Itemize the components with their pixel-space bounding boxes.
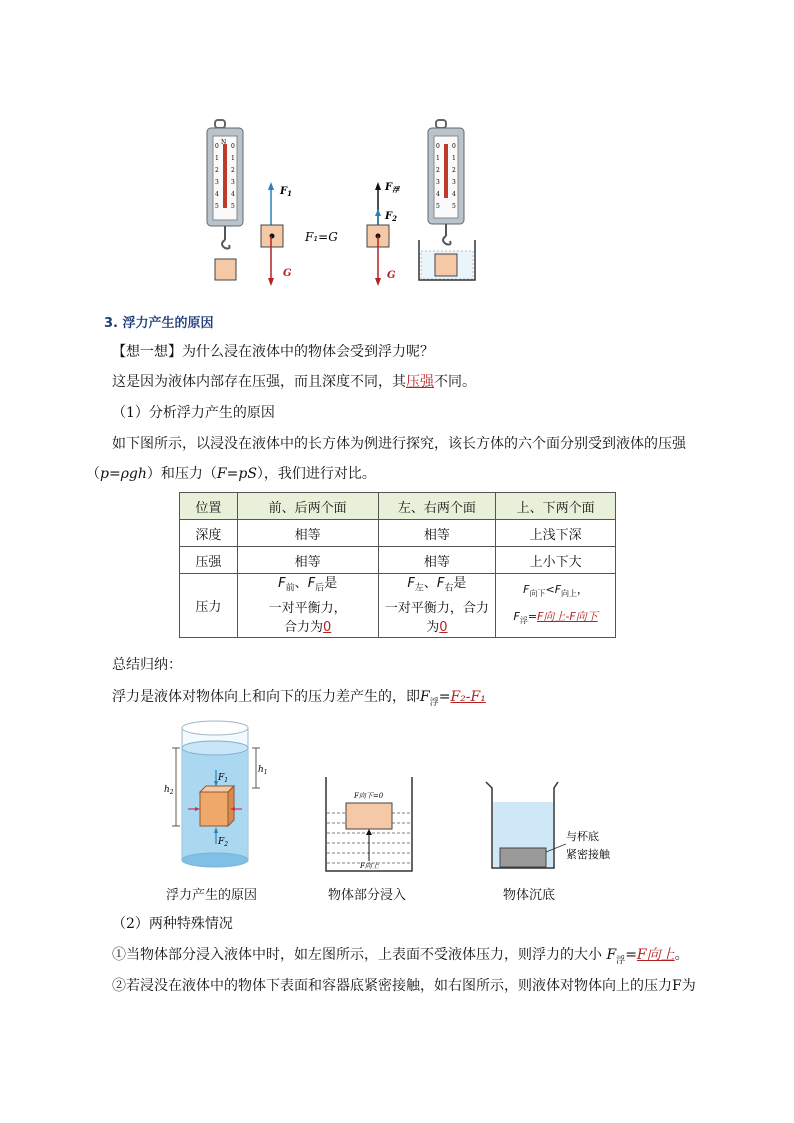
spring-scale-left	[207, 120, 243, 280]
scale-tick-label: 5	[231, 203, 235, 210]
table-cell: 相等	[378, 520, 496, 547]
scale-tick-label: 1	[436, 155, 440, 162]
table-row	[180, 574, 616, 638]
table-row	[180, 520, 616, 547]
svg-text:F向下=0: F向下=0	[354, 792, 384, 800]
svg-text:与杯底: 与杯底	[566, 830, 599, 843]
scale-tick-label: 0	[215, 143, 219, 150]
table-row	[180, 547, 616, 574]
svg-text:F1: $F_1$	[218, 773, 229, 784]
table-cell: $F_前$、$F_后$是 一对平衡力， 合力为0	[237, 574, 378, 638]
svg-text:F向上: F向上	[360, 862, 379, 870]
svg-text:N: N	[221, 139, 227, 146]
scale-tick-label: 1	[215, 155, 219, 162]
answer-zero-fb: 0	[323, 619, 332, 635]
scale-tick-label: 0	[231, 143, 235, 150]
scale-tick-label: 0	[452, 143, 456, 150]
table-header-cell: 上、下两个面	[496, 493, 616, 520]
scale-tick-label: 3	[231, 179, 235, 186]
scale-tick-label: 5	[215, 203, 219, 210]
scale-tick-label: 4	[436, 191, 440, 198]
scale-tick-label: 4	[231, 191, 235, 198]
figure-caption-2: 物体部分浸入	[328, 888, 407, 903]
svg-text:F1: $F_1$	[280, 186, 292, 198]
scale-tick-label: 1	[452, 155, 456, 162]
table-cell: 相等	[237, 547, 378, 574]
partial-immersion-figure	[322, 775, 416, 875]
svg-text:紧密接触: 紧密接触	[566, 848, 610, 861]
cylinder-figure	[160, 720, 270, 870]
section-heading: 3. 浮力产生的原因	[104, 316, 214, 331]
svg-text:h1: $h_1$	[258, 765, 268, 776]
table-cell: 深度	[180, 520, 238, 547]
paragraph-line-2: （p=ρgh）和压力（F=pS），我们进行对比。	[86, 466, 376, 482]
answer-zero-lr: 0	[439, 619, 448, 635]
think-line: 【想一想】为什么浸在液体中的物体会受到浮力呢？	[112, 344, 434, 360]
answer-case-1: F向上	[636, 947, 675, 963]
svg-text:F2: $F_2$	[218, 837, 229, 848]
scale-tick-label: 2	[452, 167, 456, 174]
table-cell: $F_{向下}<F_{向上}$， $F_浮=F$向上-F向下	[496, 574, 616, 638]
svg-text:G: G	[387, 270, 396, 281]
scale-tick-label: 3	[215, 179, 219, 186]
subheading-1: （1）分析浮力产生的原因	[112, 405, 275, 421]
svg-text:F浮: $F_浮$	[385, 182, 400, 194]
scale-tick-label: 3	[452, 179, 456, 186]
svg-text:h2: $h_2$	[164, 785, 174, 796]
scale-tick-label: 5	[436, 203, 440, 210]
case-2-line: ②若浸没在液体中的物体下表面和容器底紧密接触，如右图所示，则液体对物体向上的压力F为	[112, 978, 696, 994]
scale-tick-label: 1	[231, 155, 235, 162]
table-header-row	[180, 493, 616, 520]
answer-pressure: 压强	[406, 374, 434, 390]
scale-tick-label: 2	[231, 167, 235, 174]
svg-text:F2: $F_2$	[385, 211, 397, 223]
scale-tick-label: 0	[436, 143, 440, 150]
svg-text:G: G	[283, 268, 292, 279]
table-cell: 上小下大	[496, 547, 616, 574]
scale-tick-label: 2	[215, 167, 219, 174]
table-cell: 相等	[237, 520, 378, 547]
scale-tick-label: 4	[452, 191, 456, 198]
table-cell: $F_左$、$F_右$是 一对平衡力，合力 为0	[378, 574, 496, 638]
table-cell: 上浅下深	[496, 520, 616, 547]
summary-text: 浮力是液体对物体向上和向下的压力差产生的，即$F_浮=F_2-F_1$	[112, 689, 486, 708]
figure-caption-3: 物体沉底	[503, 888, 556, 903]
table-cell: 相等	[378, 547, 496, 574]
scale-tick-label: 5	[452, 203, 456, 210]
answer-net-force: F向上-F向下	[537, 609, 598, 623]
spring-scale-right	[419, 120, 475, 280]
table-cell: 压力	[180, 574, 238, 638]
spring-scale-figure	[195, 118, 495, 293]
case-1-line: ①当物体部分浸入液体中时，如左图所示，上表面不受液体压力，则浮力的大小 $F_浮=F$向上。	[112, 947, 689, 966]
figure-caption-1: 浮力产生的原因	[166, 888, 258, 903]
summary-title: 总结归纳：	[112, 657, 182, 673]
comparison-table	[179, 492, 616, 638]
force-diagram-2	[367, 182, 400, 286]
table-header-cell: 前、后两个面	[237, 493, 378, 520]
force-diagram-1	[261, 182, 338, 286]
answer-buoyancy: F₂-F₁	[450, 689, 486, 705]
subheading-2: （2）两种特殊情况	[112, 916, 233, 932]
scale-tick-label: 4	[215, 191, 219, 198]
sunk-object-figure	[482, 778, 622, 873]
scale-tick-label: 2	[436, 167, 440, 174]
explain-line: 这是因为液体内部存在压强，而且深度不同，其压强不同。	[112, 374, 476, 390]
paragraph-line-1: 如下图所示，以浸没在液体中的长方体为例进行探究，该长方体的六个面分别受到液体的压强	[112, 436, 686, 452]
svg-text:F₁=G: F₁=G	[305, 230, 338, 244]
table-header-cell: 左、右两个面	[378, 493, 496, 520]
scale-tick-label: 3	[436, 179, 440, 186]
table-cell: 压强	[180, 547, 238, 574]
table-header-cell: 位置	[180, 493, 238, 520]
